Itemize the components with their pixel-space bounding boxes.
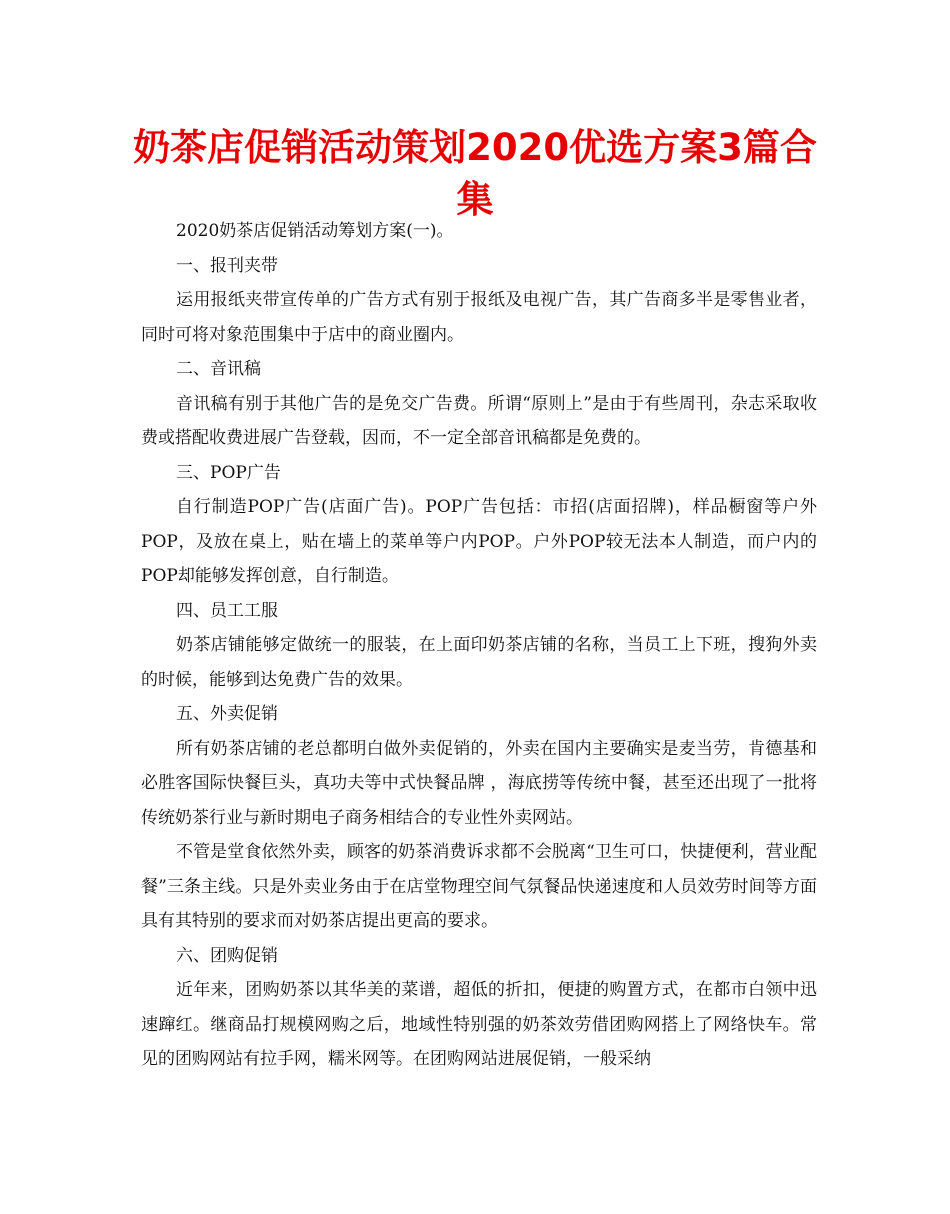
paragraph: 不管是堂食依然外卖，顾客的奶茶消费诉求都不会脱离“卫生可口，快捷便利，营业配餐”三条主线。只是外卖业务由于在店堂物理空间气氛餐品快递速度和人员效劳时间等方面具有其特别的要求而对奶茶店提出更高的要求。 [141,842,817,931]
paragraph: 自行制造POP广告(店面广告)。POP广告包括：市招(店面招牌)，样品橱窗等户外POP，及放在桌上，贴在墙上的菜单等户内POP。户外POP较无法本人制造，而户内的POP却能够发挥创意，自行制造。 [141,497,817,586]
section-heading-staff-uniform: 四、员工工服 [176,600,278,621]
paragraph: 近年来，团购奶茶以其华美的菜谱，超低的折扣，便捷的购置方式，在都市白领中迅速蹿红。继商品打规模网购之后，地域性特别强的奶茶效劳借团购网搭上了网络快车。常见的团购网站有拉手网，糯米网等。在团购网站进展促销，一般采纳 [141,980,817,1069]
section-heading-group-buying: 六、团购促销 [176,945,278,966]
document-body [141,214,817,1077]
section-heading-delivery-promotion: 五、外卖促销 [176,704,278,724]
document-title: 奶茶店促销活动策划2020优选方案3篇合集 [133,126,817,221]
paragraph: 所有奶茶店铺的老总都明白做外卖促销的，外卖在国内主要确实是麦当劳，肯德基和必胜客国际快餐巨头，真功夫等中式快餐品牌 ，海底捞等传统中餐，甚至还出现了一批将传统奶茶行业与新时期电子商务相结合的专业性外卖网站。 [141,738,817,828]
paragraph: 奶茶店铺能够定做统一的服装，在上面印奶茶店铺的名称，当员工上下班，搜狗外卖的时候，能够到达免费广告的效果。 [141,635,817,690]
section-heading-news-release: 二、音讯稿 [176,359,261,379]
paragraph-intro: 2020奶茶店促销活动筹划方案(一)。 [176,221,454,241]
paragraph: 运用报纸夹带宣传单的广告方式有别于报纸及电视广告，其广告商多半是零售业者，同时可将对象范围集中于店中的商业圈内。 [141,290,817,345]
paragraph: 音讯稿有别于其他广告的是免交广告费。所谓“原则上”是由于有些周刊，杂志采取收费或搭配收费进展广告登载，因而，不一定全部音讯稿都是免费的。 [141,393,817,448]
section-heading-newspaper-insert: 一、报刊夹带 [176,255,278,276]
section-heading-pop-ads: 三、POP广告 [176,462,281,483]
